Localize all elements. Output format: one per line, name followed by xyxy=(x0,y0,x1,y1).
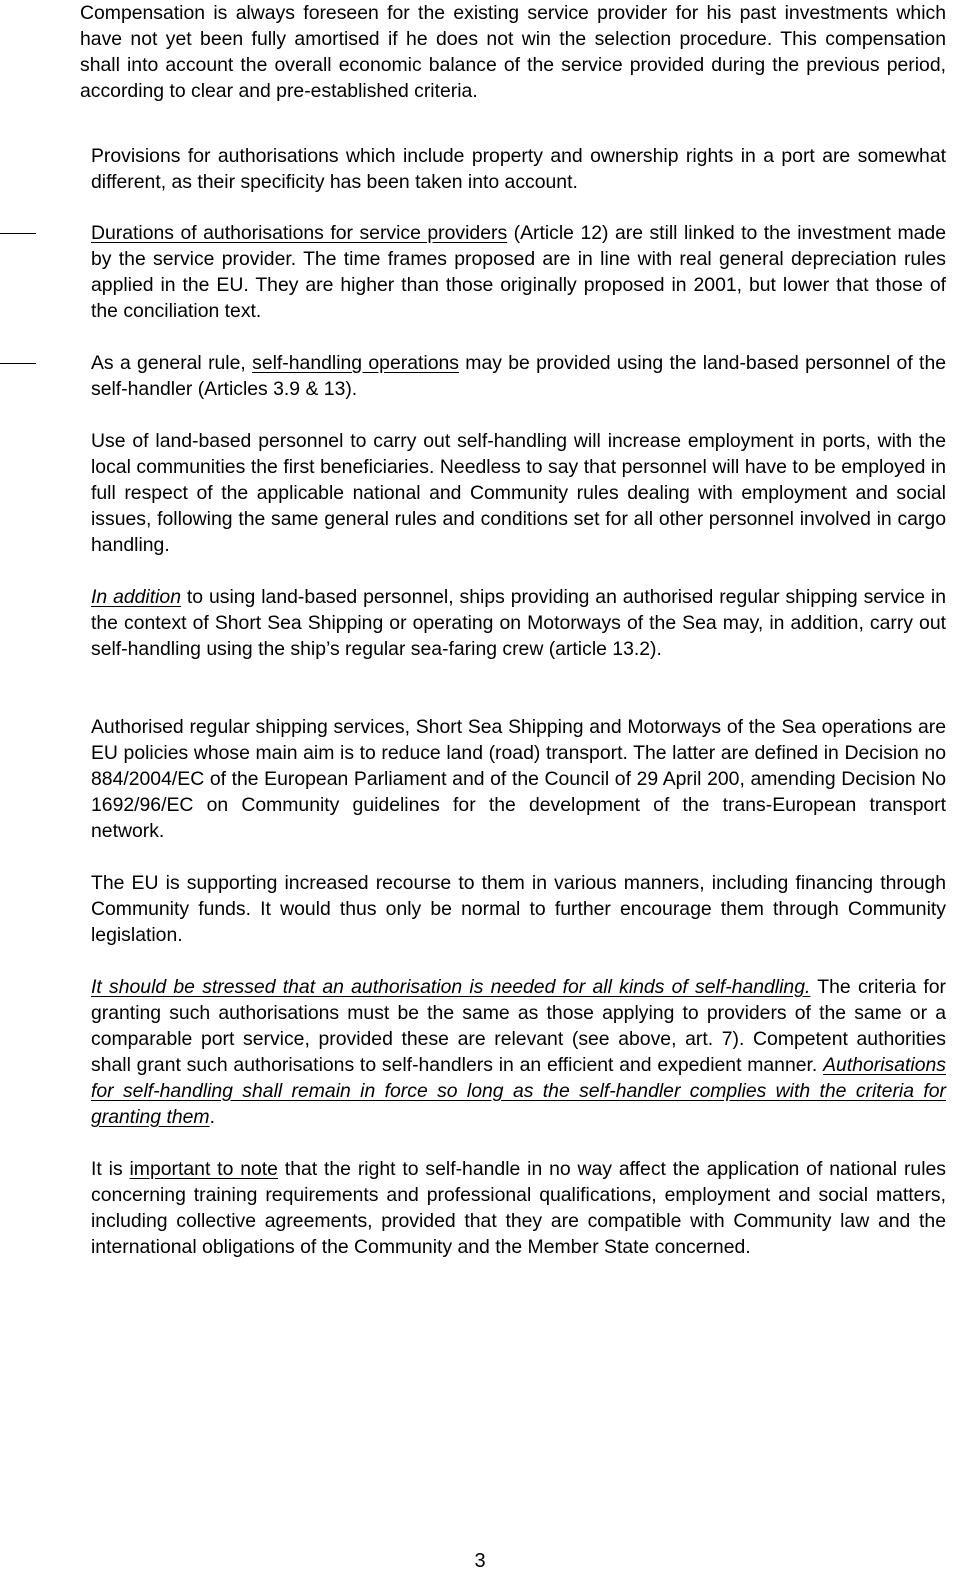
paragraph-authorised-services: Authorised regular shipping services, Short Sea Shipping and Motorways of the Sea operations are EU policies whose main aim is to reduce land (road) transport. The latter are defined in Decision no 884/2004/EC of the European Parliament and of the Council of 29 April 200, amending Decision No 1692/96/EC on Community guidelines for the development of the trans-European transport network. xyxy=(91,716,946,842)
self-handling-operations-underlined: self-handling operations xyxy=(252,352,459,374)
stressed-emphasis: It should be stressed that an authorisation is needed for all kinds of self-handling. xyxy=(91,976,811,998)
durations-text: (Article 12) are still linked to the investment made by the service provider. The time frames proposed are in line with real general depreciation rules applied in the EU. They are higher than those originally proposed in 2001, but lower that those of the conciliation text. xyxy=(91,222,946,322)
important-to-note-underlined: important to note xyxy=(129,1158,278,1180)
dash-bullet xyxy=(0,363,36,364)
note-text-b: that the right to self-handle in no way affect the application of national rules concerning training requirements and professional qualifications, employment and social matters, including collective agreements, provided that they are compatible with Community law and the international obligations of the Community and the Member State concerned. xyxy=(91,1158,946,1258)
rule-text-b: may be provided using the land-based personnel of the self-handler (Articles 3.9 & 13). xyxy=(91,352,947,400)
in-addition-emphasis: In addition xyxy=(91,586,181,608)
paragraph-eu-support: The EU is supporting increased recourse to them in various manners, including financing through Community funds. It would thus only be normal to further encourage them through Community legislation. xyxy=(91,872,946,946)
rule-text-a: As a general rule, xyxy=(91,352,253,374)
page-number: 3 xyxy=(474,1550,486,1572)
note-text-a: It is xyxy=(91,1158,130,1180)
authorisations-remain-emphasis: Authorisations for self-handling shall remain in force so long as the self-handler complies with the criteria for granting them xyxy=(91,1054,946,1128)
in-addition-text: to using land-based personnel, ships providing an authorised regular shipping service in the context of Short Sea Shipping or operating on Motorways of the Sea may, in addition, carry out self-handling using the ship’s regular sea-faring crew (article 13.2). xyxy=(91,586,947,660)
period: . xyxy=(209,1106,215,1128)
paragraph-authorisation-needed xyxy=(91,974,946,1130)
paragraph-durations xyxy=(91,220,946,324)
paragraph-self-handling-rule xyxy=(91,350,946,402)
criteria-text: The criteria for granting such authorisations must be the same as those applying to providers of the same or a comparable port service, provided these are relevant (see above, art. 7). Competent authorities shall grant such authorisations to self-handlers in an efficient and expedient manner. xyxy=(91,976,946,1076)
paragraph-provisions: Provisions for authorisations which include property and ownership rights in a port are somewhat different, as their specificity has been taken into account. xyxy=(91,145,946,193)
paragraph-land-based-personnel: Use of land-based personnel to carry out self-handling will increase employment in ports, with the local communities the first beneficiaries. Needless to say that personnel will have to be employed in full respect of the applicable national and Community rules dealing with employment and social issues, following the same general rules and conditions set for all other personnel involved in cargo handling. xyxy=(91,430,946,556)
paragraph-compensation: Compensation is always foreseen for the existing service provider for his past investments which have not yet been fully amortised if he does not win the selection procedure. This compensation shall into account the overall economic balance of the service provided during the previous period, according to clear and pre-established criteria. xyxy=(80,2,946,102)
durations-underlined: Durations of authorisations for service providers xyxy=(91,222,508,244)
dash-bullet xyxy=(0,233,36,234)
paragraph-in-addition xyxy=(91,584,946,662)
paragraph-important-note xyxy=(91,1156,946,1260)
